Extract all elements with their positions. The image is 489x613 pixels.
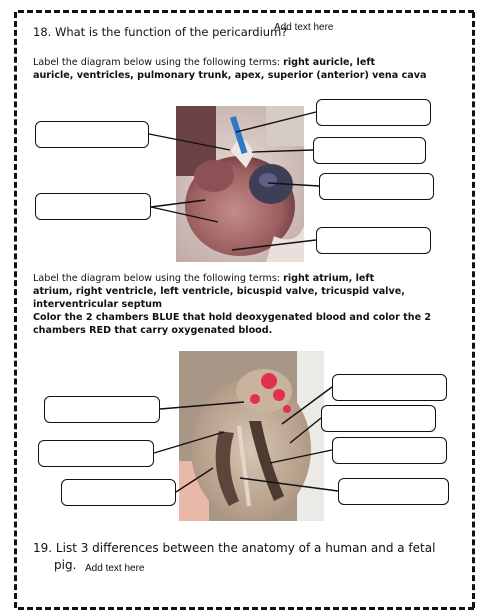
diagram-2-label-box-left-1[interactable] <box>44 396 160 423</box>
diagram-2-terms-line-1: right atrium, left <box>283 273 375 284</box>
diagram-2-label-box-left-2[interactable] <box>38 440 154 467</box>
diagram-2-label-box-right-2[interactable] <box>321 405 436 432</box>
dissected-heart-image <box>179 351 324 521</box>
external-heart-photo <box>176 106 304 262</box>
diagram-2-label-box-right-3[interactable] <box>332 437 447 464</box>
diagram-2-label-box-right-4[interactable] <box>338 478 449 505</box>
diagram-2-instruction-prefix: Label the diagram below using the following terms: <box>33 273 284 284</box>
diagram-1-label-box-left-bottom[interactable] <box>35 193 151 220</box>
page-border-bottom <box>18 607 474 610</box>
page-border-left <box>14 12 17 608</box>
diagram-1-label-box-right-3[interactable] <box>319 173 434 200</box>
question-19-number: 19. <box>33 541 53 555</box>
question-19 <box>33 541 435 555</box>
question-19-line-2 <box>54 558 76 572</box>
diagram-1-label-box-left-top[interactable] <box>35 121 149 148</box>
diagram-1-terms-line-2: auricle, ventricles, pulmonary trunk, apex, superior (anterior) vena cava <box>33 70 427 81</box>
diagram-1-terms-line-1: right auricle, left <box>283 57 376 68</box>
question-18-text: What is the function of the pericardium? <box>54 25 288 39</box>
diagram-2-label-box-right-1[interactable] <box>332 374 447 401</box>
diagram-2-terms-line-3: interventricular septum <box>33 299 162 310</box>
diagram-2-instructions <box>33 272 463 337</box>
question-18-answer-field[interactable]: Add text here <box>274 22 334 33</box>
question-18 <box>33 25 287 39</box>
diagram-1-label-box-right-4[interactable] <box>316 227 431 254</box>
question-19-answer-field[interactable]: Add text here <box>85 563 145 574</box>
diagram-1-label-box-right-2[interactable] <box>313 137 426 164</box>
diagram-1-label-box-right-1[interactable] <box>316 99 431 126</box>
page-border-top <box>18 10 474 13</box>
diagram-2-color-line-2: chambers RED that carry oxygenated blood. <box>33 325 273 336</box>
question-19-text-line-2: pig. <box>54 558 77 572</box>
diagram-1-instructions <box>33 56 453 82</box>
diagram-2-color-line-1: Color the 2 chambers BLUE that hold deoxygenated blood and color the 2 <box>33 312 432 323</box>
question-18-number: 18. <box>33 25 52 39</box>
diagram-2-terms-line-2: atrium, right ventricle, left ventricle, bicuspid valve, tricuspid valve, <box>33 286 405 297</box>
external-heart-image <box>176 106 304 262</box>
dissected-heart-photo <box>179 351 324 521</box>
page-border-right <box>472 12 475 608</box>
diagram-1-instruction-prefix: Label the diagram below using the following terms: <box>33 57 284 68</box>
question-19-text-line-1: List 3 differences between the anatomy of a human and a fetal <box>55 541 436 555</box>
diagram-2-label-box-left-3[interactable] <box>61 479 176 506</box>
